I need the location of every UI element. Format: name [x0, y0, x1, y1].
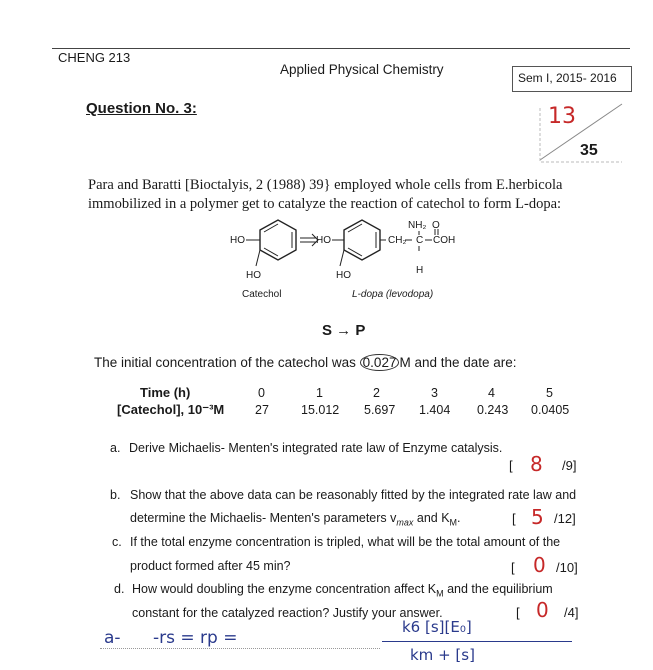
- item-b-label: b.: [110, 488, 121, 502]
- conc-cell: 27: [255, 403, 269, 417]
- handwriting-line: a- -rs = rp =: [104, 628, 238, 648]
- time-cell: 0: [258, 386, 265, 400]
- time-cell: 4: [488, 386, 495, 400]
- conc-cell: 0.243: [477, 403, 509, 417]
- dopa-ho-bottom: HO: [336, 270, 351, 281]
- intro-value: 0.027: [360, 354, 400, 371]
- item-c-text1: If the total enzyme concentration is tripled, what will be the total amount of the: [130, 535, 561, 549]
- question-paragraph: Para and Baratti [Bioctalyis, 2 (1988) 39} employed whole cells from E.herbicola immobilized in a polymer get to catalyze the reaction of catechol to form L-dopa:: [88, 177, 563, 212]
- dopa-ho-left: HO: [316, 235, 331, 246]
- dopa-o: O: [432, 220, 440, 231]
- item-c-text2: product formed after 45 min?: [130, 559, 291, 573]
- item-a-awarded: 8: [530, 452, 543, 476]
- item-d-awarded: 0: [536, 598, 549, 622]
- item-c-label: c.: [112, 535, 122, 549]
- conc-cell: 15.012: [301, 403, 340, 417]
- dopa-cooh: COH: [433, 235, 456, 246]
- handwriting-denominator: km + [s]: [410, 646, 475, 664]
- reaction-scheme: S → P: [322, 322, 366, 339]
- course-code: CHENG 213: [58, 50, 131, 65]
- fraction-bar: [382, 641, 572, 642]
- item-a-max: /9]: [562, 458, 577, 473]
- dopa-name: L-dopa (levodopa): [352, 289, 434, 300]
- item-b-max: /12]: [554, 511, 576, 526]
- time-cell: 5: [546, 386, 553, 400]
- dopa-h: H: [416, 265, 424, 276]
- time-cell: 2: [373, 386, 380, 400]
- answer-line: [100, 648, 380, 649]
- item-b-awarded: 5: [531, 505, 544, 529]
- item-c-awarded: 0: [533, 553, 546, 577]
- item-a-text: Derive Michaelis- Menten's integrated rate law of Enzyme catalysis.: [129, 441, 503, 455]
- dopa-nh2: NH₂: [408, 220, 427, 231]
- intro-before: The initial concentration of the catechol was: [94, 355, 356, 370]
- item-d-label: d.: [114, 582, 125, 596]
- item-b-text2: determine the Michaelis- Menten's parameters $v_{max}$ and $K_M$.: [130, 511, 461, 528]
- item-b-bracket: [: [512, 511, 516, 526]
- item-a-label: a.: [110, 441, 121, 455]
- course-title: Applied Physical Chemistry: [280, 62, 444, 77]
- item-d-bracket: [: [516, 605, 520, 620]
- time-cell: 1: [316, 386, 323, 400]
- score-awarded: 13: [548, 104, 576, 129]
- item-d-max: /4]: [564, 605, 579, 620]
- conc-cell: 5.697: [364, 403, 396, 417]
- catechol-label: [Catechol], 10⁻³M: [117, 402, 225, 417]
- semester: Sem I, 2015- 2016: [518, 71, 617, 85]
- catechol-name: Catechol: [242, 289, 282, 300]
- time-label: Time (h): [140, 385, 191, 400]
- score-total: 35: [580, 142, 598, 159]
- intro-after: M and the date are:: [399, 355, 517, 370]
- handwriting-numerator: k6 [s][E₀]: [402, 618, 472, 636]
- catechol-ho-top: HO: [230, 235, 245, 246]
- item-d-text2: constant for the catalyzed reaction? Justify your answer.: [132, 606, 443, 620]
- item-c-bracket: [: [511, 560, 515, 575]
- question-heading: Question No. 3:: [86, 100, 197, 117]
- item-b-text1: Show that the above data can be reasonably fitted by the integrated rate law and: [130, 488, 577, 502]
- dopa-ch2: CH₂: [388, 235, 407, 246]
- time-cell: 3: [431, 386, 438, 400]
- dopa-c: C: [416, 235, 424, 246]
- item-d-text1: How would doubling the enzyme concentration affect $K_M$ and the equilibrium: [132, 582, 553, 599]
- intro-line: [94, 354, 517, 371]
- item-c-max: /10]: [556, 560, 578, 575]
- conc-cell: 1.404: [419, 403, 451, 417]
- item-a-bracket: [: [509, 458, 513, 473]
- catechol-ho-bottom: HO: [246, 270, 261, 281]
- conc-cell: 0.0405: [531, 403, 570, 417]
